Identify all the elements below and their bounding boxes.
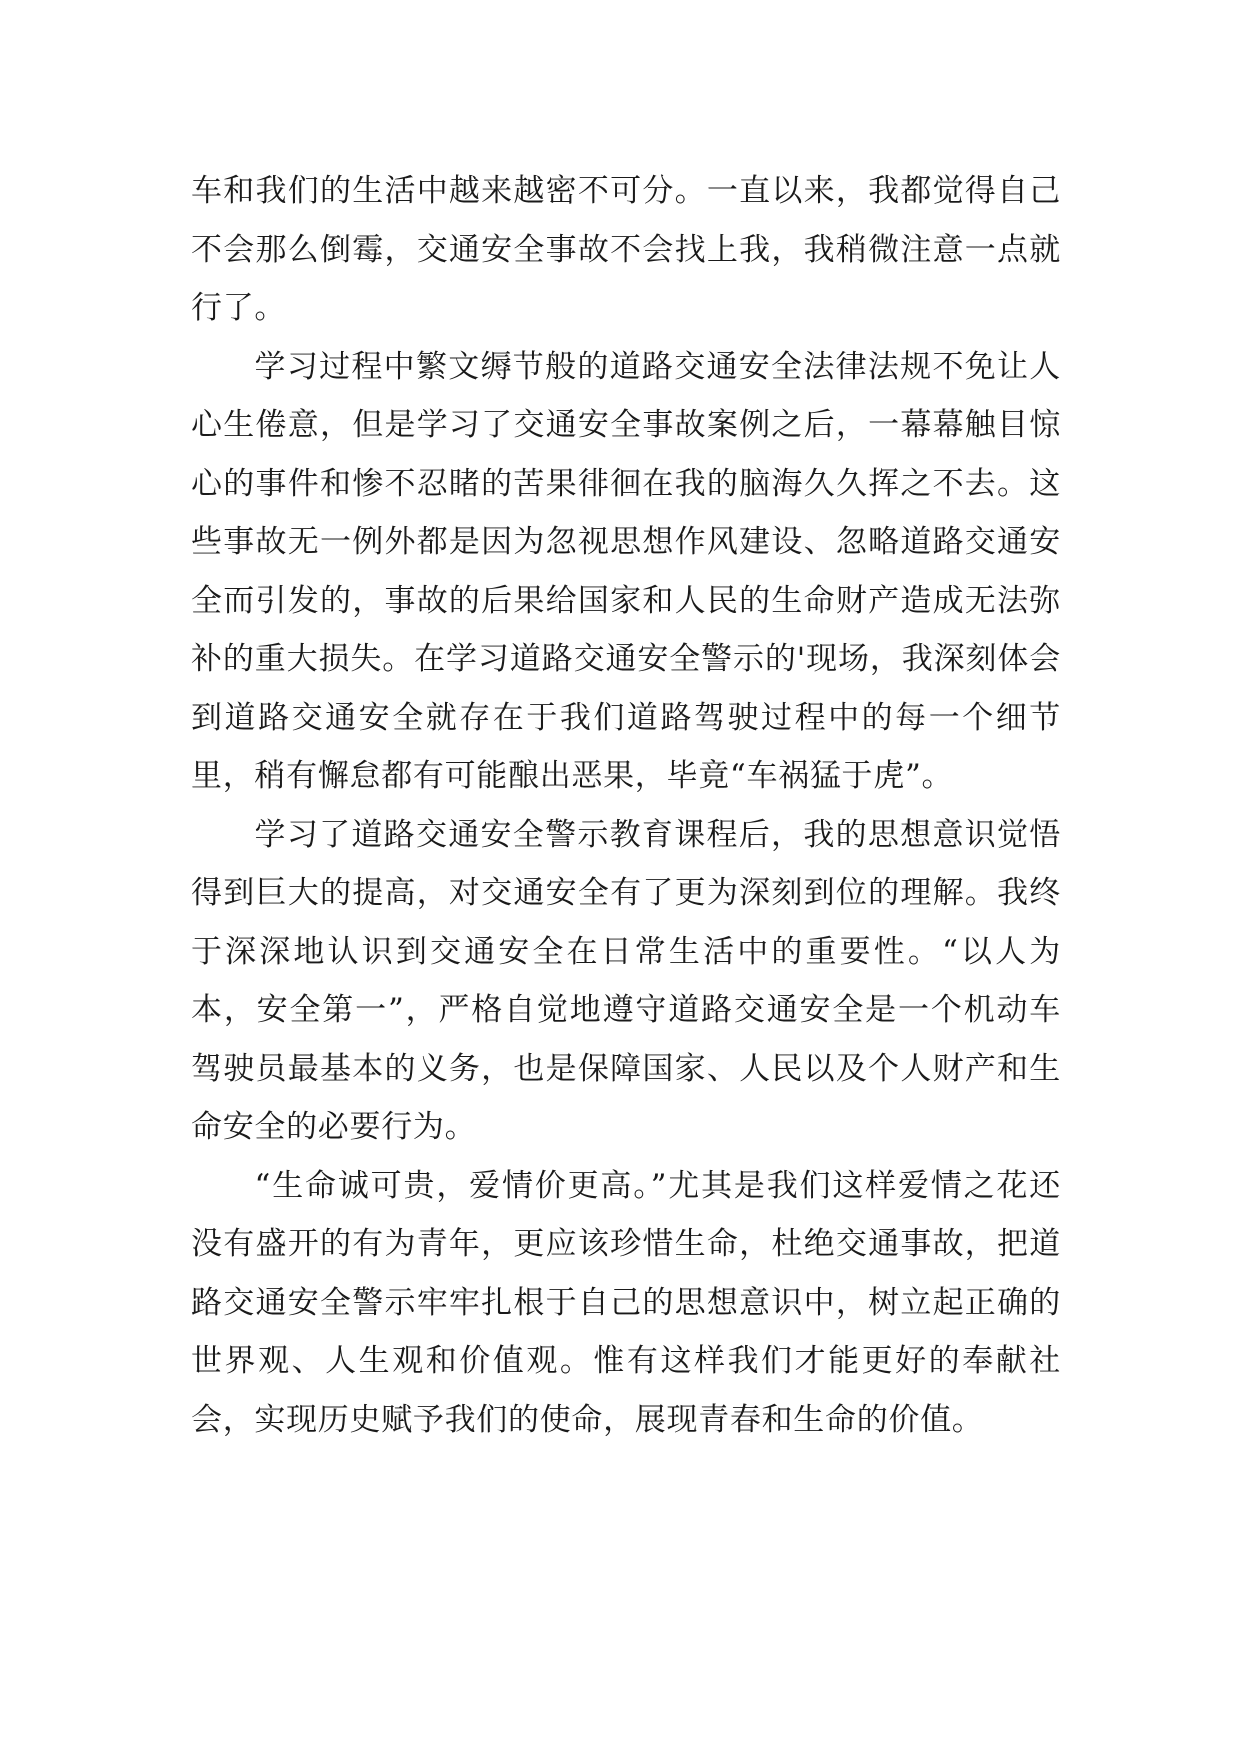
- paragraph-2: 学习过程中繁文缛节般的道路交通安全法律法规不免让人心生倦意，但是学习了交通安全事故案例之后，一幕幕触目惊心的事件和惨不忍睹的苦果徘徊在我的脑海久久挥之不去。这些事故无一例外都是因为忽视思想作风建设、忽略道路交通安全而引发的，事故的后果给国家和人民的生命财产造成无法弥补的重大损失。在学习道路交通安全警示的'现场，我深刻体会到道路交通安全就存在于我们道路驾驶过程中的每一个细节里，稍有懈怠都有可能酿出恶果，毕竟“车祸猛于虎”。: [191, 348, 1061, 794]
- paragraph-4: “生命诚可贵，爱情价更高。”尤其是我们这样爱情之花还没有盛开的有为青年，更应该珍惜生命，杜绝交通事故，把道路交通安全警示牢牢扎根于自己的思想意识中，树立起正确的世界观、人生观和价值观。惟有这样我们才能更好的奉献社会，实现历史赋予我们的使命，展现青春和生命的价值。: [191, 1167, 1061, 1438]
- paragraph-3: 学习了道路交通安全警示教育课程后，我的思想意识觉悟得到巨大的提高，对交通安全有了更为深刻到位的理解。我终于深深地认识到交通安全在日常生活中的重要性。“以人为本，安全第一”，严格自觉地遵守道路交通安全是一个机动车驾驶员最基本的义务，也是保障国家、人民以及个人财产和生命安全的必要行为。: [191, 816, 1061, 1145]
- document-body: [191, 162, 1061, 1449]
- paragraph-1: 车和我们的生活中越来越密不可分。一直以来，我都觉得自己不会那么倒霉，交通安全事故不会找上我，我稍微注意一点就行了。: [191, 173, 1061, 326]
